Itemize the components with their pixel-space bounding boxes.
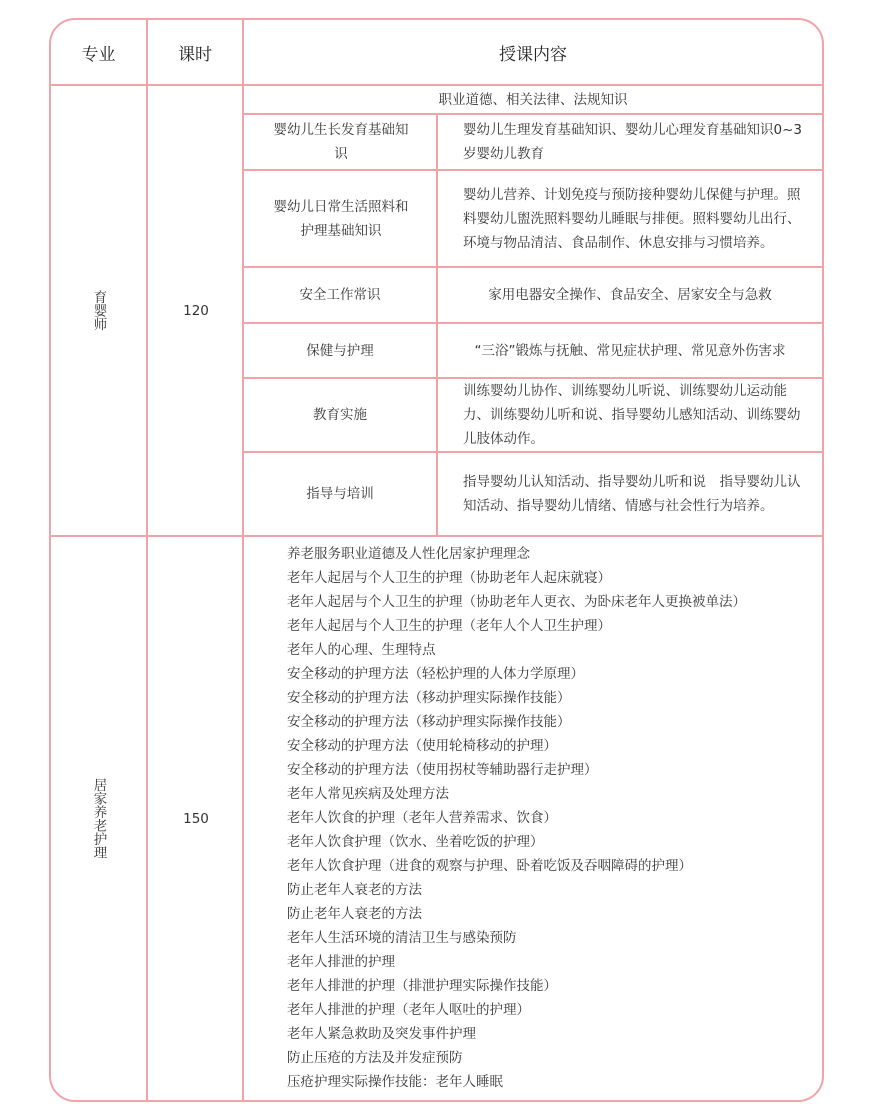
list-item: 老年人饮食护理（进食的观察与护理、卧着吃饭及吞咽障碍的护理）: [287, 858, 692, 874]
list-item: 老年人排泄的护理: [287, 954, 395, 970]
list-item: 老年人生活环境的清洁卫生与感染预防: [287, 930, 517, 946]
list-item: 安全移动的护理方法（轻松护理的人体力学原理）: [287, 666, 584, 682]
nursery-ethics: 职业道德、相关法律、法规知识: [438, 91, 628, 108]
elderly-hours: 150: [183, 810, 209, 827]
header-content: 授课内容: [499, 44, 567, 65]
list-item: 安全移动的护理方法（移动护理实际操作技能）: [287, 714, 571, 730]
nursery-topic: 保健与护理: [306, 342, 374, 359]
nursery-content: 婴幼儿生理发育基础知识、婴幼儿心理发育基础知识0~3岁婴幼儿教育: [463, 122, 802, 162]
list-item: 养老服务职业道德及人性化居家护理理念: [287, 546, 530, 562]
list-item: 防止老年人衰老的方法: [287, 882, 422, 898]
nursery-topic: 指导与培训: [306, 486, 374, 502]
list-item: 老年人的心理、生理特点: [287, 642, 436, 658]
nursery-content: 家用电器安全操作、食品安全、居家安全与急救: [488, 287, 772, 303]
course-table: [49, 18, 824, 1102]
nursery-topic: 教育实施: [313, 407, 367, 423]
nursery-content: 婴幼儿营养、计划免疫与预防接种婴幼儿保健与护理。照料婴幼儿盥洗照料婴幼儿睡眠与排便。照料婴幼儿出行、环境与物品清洁、食品制作、休息安排与习惯培养。: [463, 186, 801, 251]
list-item: 老年人排泄的护理（老年人呕吐的护理）: [287, 1002, 530, 1018]
list-item: 老年人饮食的护理（老年人营养需求、饮食）: [287, 810, 557, 826]
elderly-major: 居家养老护理: [90, 778, 107, 859]
list-item: 老年人饮食护理（饮水、坐着吃饭的护理）: [287, 834, 544, 850]
list-item: 防止压疮的方法及并发症预防: [287, 1050, 463, 1066]
nursery-content: 指导婴幼儿认知活动、指导婴幼儿听和说 指导婴幼儿认知活动、指导婴幼儿情绪、情感与社会性行为培养。: [463, 474, 801, 514]
nursery-topic: 婴幼儿生长发育基础知识: [273, 122, 409, 162]
nursery-major-cell: [51, 86, 146, 535]
header-hours: 课时: [178, 44, 212, 65]
list-item: 压疮护理实际操作技能：老年人睡眠: [287, 1074, 503, 1090]
list-item: 老年人起居与个人卫生的护理（协助老年人更衣、为卧床老年人更换被单法）: [287, 594, 746, 610]
elderly-major-cell: [51, 537, 146, 1100]
list-item: 防止老年人衰老的方法: [287, 906, 422, 922]
nursery-major: 育婴师: [90, 290, 107, 331]
list-item: 老年人起居与个人卫生的护理（老年人个人卫生护理）: [287, 618, 611, 634]
list-item: 老年人起居与个人卫生的护理（协助老年人起床就寝）: [287, 570, 611, 586]
nursery-content: “三浴”锻炼与抚触、常见症状护理、常见意外伤害求: [474, 342, 786, 359]
nursery-content: 训练婴幼儿协作、训练婴幼儿听说、训练婴幼儿运动能力、训练婴幼儿听和说、指导婴幼儿感知活动、训练婴幼儿肢体动作。: [463, 383, 801, 447]
list-item: 老年人排泄的护理（排泄护理实际操作技能）: [287, 978, 557, 994]
list-item: 安全移动的护理方法（使用轮椅移动的护理）: [287, 738, 557, 754]
nursery-hours: 120: [183, 302, 209, 319]
header-major: 专业: [81, 44, 116, 65]
list-item: 老年人紧急救助及突发事件护理: [287, 1026, 476, 1042]
nursery-topic: 婴幼儿日常生活照料和护理基础知识: [273, 198, 409, 239]
list-item: 老年人常见疾病及处理方法: [287, 786, 449, 802]
nursery-topic: 安全工作常识: [299, 287, 381, 303]
elderly-content-list: [287, 542, 807, 1094]
list-item: 安全移动的护理方法（使用拐杖等辅助器行走护理）: [287, 762, 598, 778]
list-item: 安全移动的护理方法（移动护理实际操作技能）: [287, 690, 571, 706]
